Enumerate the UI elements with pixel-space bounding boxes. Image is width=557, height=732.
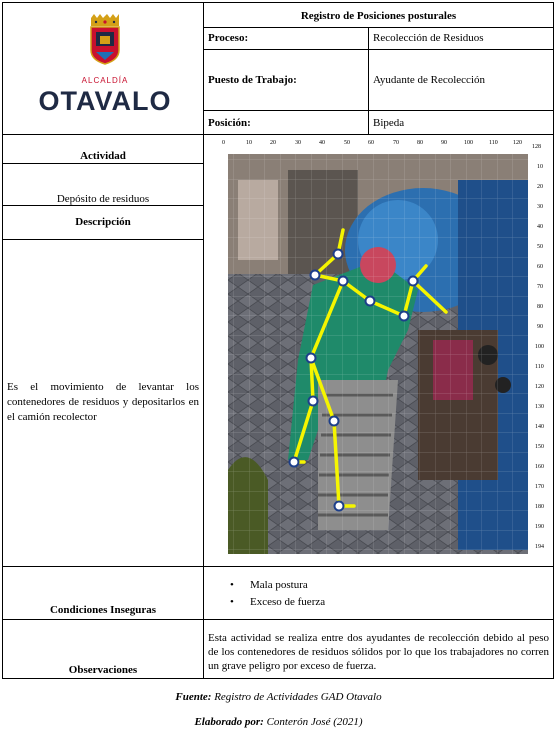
side-ruler-label: 50: [537, 244, 543, 250]
side-ruler-label: 180: [535, 504, 544, 510]
side-ruler-label: 70: [537, 284, 543, 290]
unsafe-heading: Condiciones Inseguras: [49, 604, 157, 616]
activity-value: Depósito de residuos: [56, 193, 150, 205]
top-ruler-label: 120: [513, 140, 522, 146]
top-ruler-label: 60: [368, 140, 374, 146]
position-value: Bipeda: [373, 117, 405, 129]
side-ruler-label: 160: [535, 464, 544, 470]
top-ruler-label: 110: [489, 140, 498, 146]
activity-heading: Actividad: [80, 150, 126, 162]
process-label: Proceso:: [208, 32, 249, 44]
top-ruler-label: 30: [295, 140, 301, 146]
unsafe-item: • Mala postura: [250, 578, 308, 592]
top-ruler: [218, 140, 553, 152]
unsafe-item: • Exceso de fuerza: [250, 595, 325, 609]
posture-photo-illustration: [218, 140, 553, 562]
side-ruler-label: 194: [535, 544, 544, 550]
side-ruler-label: 60: [537, 264, 543, 270]
top-ruler-label: 0: [222, 140, 225, 146]
side-ruler-label: 80: [537, 304, 543, 310]
side-ruler-label: 40: [537, 224, 543, 230]
posture-figure: [218, 140, 553, 562]
top-ruler-label: 80: [417, 140, 423, 146]
side-ruler-label: 110: [535, 364, 544, 370]
side-ruler-label: 170: [535, 484, 544, 490]
logo: [30, 14, 180, 124]
top-ruler-label: 90: [441, 140, 447, 146]
description-text: Es el movimiento de levantar los contenedores de residuos y depositarlos en el camión recolector: [7, 381, 199, 423]
side-ruler-label: 190: [535, 524, 544, 530]
side-ruler-label: 90: [537, 324, 543, 330]
author-line: [0, 715, 557, 729]
top-ruler-label: 50: [344, 140, 350, 146]
author-text: Conterón José (2021): [266, 716, 363, 728]
top-ruler-label: 20: [270, 140, 276, 146]
top-ruler-label: 40: [319, 140, 325, 146]
job-label: Puesto de Trabajo:: [208, 74, 297, 86]
side-ruler: [533, 154, 553, 562]
side-ruler-label: 150: [535, 444, 544, 450]
side-ruler-label: 130: [535, 404, 544, 410]
top-ruler-label: 100: [464, 140, 473, 146]
logo-wordmark: OTAVALO: [38, 86, 172, 116]
description-heading: Descripción: [75, 216, 131, 228]
position-label: Posición:: [208, 117, 251, 129]
source-label: Fuente:: [175, 691, 212, 703]
side-ruler-label: 100: [535, 344, 544, 350]
top-ruler-label: 128: [532, 144, 541, 150]
source-line: [0, 690, 557, 704]
side-ruler-label: 120: [535, 384, 544, 390]
top-ruler-label: 70: [393, 140, 399, 146]
top-ruler-label: 10: [246, 140, 252, 146]
author-label: Elaborado por:: [194, 716, 264, 728]
side-ruler-label: 20: [537, 184, 543, 190]
page-title: Registro de Posiciones posturales: [300, 10, 457, 22]
logo-org-label: ALCALDÍA: [81, 76, 129, 85]
observations-heading: Observaciones: [68, 664, 138, 676]
source-text: Registro de Actividades GAD Otavalo: [214, 691, 382, 703]
job-value: Ayudante de Recolección: [373, 74, 485, 86]
side-ruler-label: 30: [537, 204, 543, 210]
side-ruler-label: 10: [537, 164, 543, 170]
observations-text: Esta actividad se realiza entre dos ayudantes de recolección debido al peso de los contenedores de residuos sólidos por lo que los trabajadores no corren un grave peligro por exceso de fuerza.: [208, 632, 549, 672]
process-value: Recolección de Residuos: [373, 32, 484, 44]
otavalo-crest-icon: [30, 14, 180, 74]
side-ruler-label: 140: [535, 424, 544, 430]
